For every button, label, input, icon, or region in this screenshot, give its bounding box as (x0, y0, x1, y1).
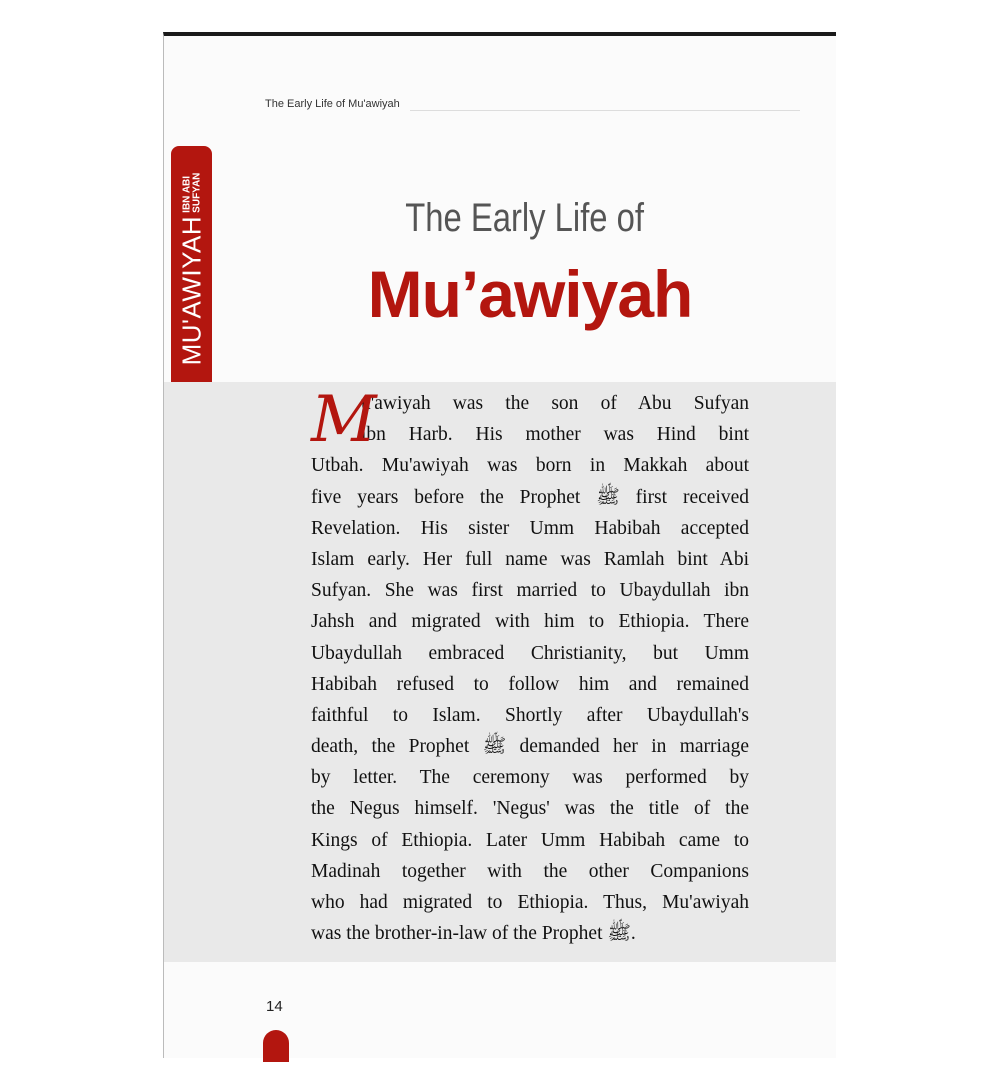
body-line: Utbah. Mu'awiyah was born in Makkah about (311, 455, 749, 477)
side-tab-sub-1: IBN ABI (180, 175, 192, 213)
body-line: Ubaydullah embraced Christianity, but Umm (311, 642, 749, 664)
body-line: Revelation. His sister Umm Habibah accepted (311, 517, 749, 539)
running-head: The Early Life of Mu'awiyah (265, 98, 400, 110)
body-line: who had migrated to Ethiopia. Thus, Mu'awiyah (311, 892, 749, 913)
drop-cap: M (311, 383, 377, 457)
side-tab-subtitle (182, 172, 202, 212)
body-line: ibn Harb. His mother was Hind bint (361, 424, 749, 446)
body-line: Kings of Ethiopia. Later Umm Habibah came to (311, 829, 749, 851)
page-number: 14 (266, 998, 283, 1015)
body-line: Sufyan. She was first married to Ubaydullah ibn (311, 580, 749, 602)
body-line: death, the Prophet ﷺ demanded her in marriage (311, 736, 749, 758)
body-text (311, 383, 749, 949)
body-line: the Negus himself. 'Negus' was the title of the (311, 798, 749, 820)
body-line: Islam early. Her full name was Ramlah bint Abi (311, 548, 749, 570)
body-line: by letter. The ceremony was performed by (311, 767, 749, 789)
book-page (163, 32, 836, 1058)
body-line: Madinah together with the other Companions (311, 860, 749, 882)
body-line: u'awiyah was the son of Abu Sufyan (361, 393, 749, 414)
side-tab-sub-2: SUFYAN (190, 172, 202, 213)
body-line: five years before the Prophet ﷺ first received (311, 486, 749, 508)
running-head-rule (410, 110, 800, 111)
body-line: was the brother-in-law of the Prophet ﷺ. (311, 923, 636, 945)
body-line: faithful to Islam. Shortly after Ubaydullah's (311, 704, 749, 726)
page-number-tab (263, 1030, 289, 1062)
body-line: Habibah refused to follow him and remained (311, 673, 749, 695)
body-line: Jahsh and migrated with him to Ethiopia. There (311, 611, 749, 633)
title-line-1: The Early Life of (405, 196, 645, 240)
side-tab-title: MU'AWIYAH (176, 215, 206, 365)
title-line-2: Mu’awiyah (367, 257, 693, 331)
